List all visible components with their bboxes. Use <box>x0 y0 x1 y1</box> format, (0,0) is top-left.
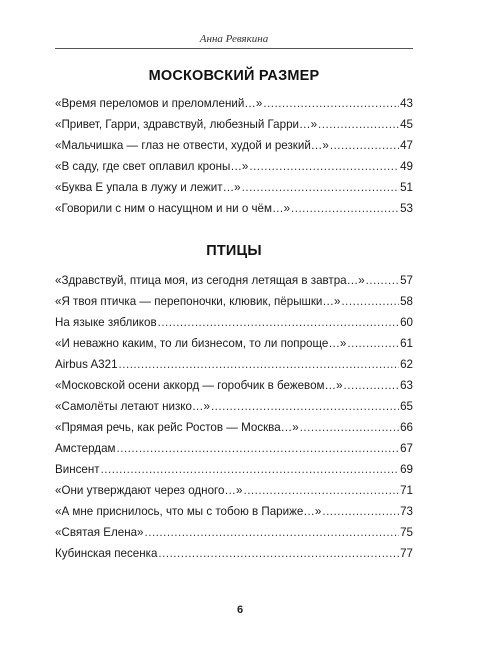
toc-dot-leader <box>145 522 400 543</box>
toc-entry-title: «Говорили с ним о насущном и ни о чём…» <box>55 202 291 215</box>
toc-entry <box>55 93 413 114</box>
toc-entry <box>55 198 413 219</box>
toc-entry <box>55 396 413 417</box>
toc-list-moscow-size <box>55 93 413 219</box>
toc-entry-page: 53 <box>400 202 413 215</box>
toc-entry-page: 47 <box>400 139 413 152</box>
toc-entry-page: 65 <box>400 400 413 413</box>
toc-dot-leader <box>318 114 399 135</box>
toc-entry <box>55 354 413 375</box>
toc-entry <box>55 135 413 156</box>
toc-entry-page: 62 <box>400 358 413 371</box>
toc-entry <box>55 291 413 312</box>
toc-entry-title: «Здравствуй, птица моя, из сегодня летящая в завтра…» <box>55 274 365 287</box>
running-header-author: Анна Ревякина <box>199 33 269 45</box>
toc-entry-page: 67 <box>400 442 413 455</box>
toc-entry-title: «А мне приснилось, что мы с тобою в Париже…» <box>55 505 322 518</box>
header-rule <box>55 48 413 49</box>
toc-entry-page: 51 <box>400 181 413 194</box>
toc-entry-title: На языке зябликов <box>55 316 157 329</box>
toc-entry <box>55 333 413 354</box>
toc-entry-title: «Привет, Гарри, здравствуй, любезный Гарри…» <box>55 118 318 131</box>
toc-dot-leader <box>101 459 400 480</box>
toc-entry-title: Винсент <box>55 463 100 476</box>
toc-entry-title: «Святая Елена» <box>55 526 144 539</box>
toc-entry-page: 49 <box>400 160 413 173</box>
toc-entry <box>55 375 413 396</box>
toc-entry-title: «Московской осени аккорд — горобчик в бежевом…» <box>55 379 343 392</box>
toc-entry-page: 57 <box>400 274 413 287</box>
toc-dot-leader <box>322 501 399 522</box>
toc-entry-title: «Я твоя птичка — перепоночки, клювик, пёрышки…» <box>55 295 341 308</box>
toc-entry-page: 61 <box>400 337 413 350</box>
toc-entry-page: 77 <box>400 547 413 560</box>
toc-dot-leader <box>347 333 399 354</box>
toc-entry <box>55 543 413 564</box>
toc-entry-page: 71 <box>400 484 413 497</box>
toc-entry <box>55 480 413 501</box>
toc-entry <box>55 114 413 135</box>
toc-entry-page: 73 <box>400 505 413 518</box>
toc-dot-leader <box>300 417 399 438</box>
toc-dot-leader <box>330 135 399 156</box>
toc-dot-leader <box>366 270 399 291</box>
toc-list-birds <box>55 270 413 564</box>
toc-dot-leader <box>243 480 399 501</box>
toc-entry <box>55 156 413 177</box>
toc-entry-page: 66 <box>400 421 413 434</box>
toc-entry <box>55 312 413 333</box>
toc-dot-leader <box>344 375 400 396</box>
toc-dot-leader <box>117 438 400 459</box>
toc-entry-title: «Мальчишка — глаз не отвести, худой и резкий…» <box>55 139 329 152</box>
toc-entry-title: «И неважно каким, то ли бизнесом, то ли попроще…» <box>55 337 347 350</box>
toc-entry <box>55 417 413 438</box>
toc-entry <box>55 438 413 459</box>
section-title-birds: ПТИЦЫ <box>206 243 262 259</box>
toc-entry-title: «Время переломов и преломлений…» <box>55 97 263 110</box>
toc-entry-page: 58 <box>400 295 413 308</box>
toc-dot-leader <box>158 543 399 564</box>
toc-entry-title: «Буква Е упала в лужу и лежит…» <box>55 181 241 194</box>
toc-entry-page: 63 <box>400 379 413 392</box>
toc-dot-leader <box>249 156 399 177</box>
page-number: 6 <box>236 604 244 616</box>
toc-dot-leader <box>291 198 399 219</box>
toc-dot-leader <box>158 312 399 333</box>
toc-dot-leader <box>211 396 399 417</box>
toc-entry-page: 45 <box>400 118 413 131</box>
toc-entry-title: Амстердам <box>55 442 116 455</box>
toc-entry-title: «В саду, где свет оплавил кроны…» <box>55 160 249 173</box>
toc-dot-leader <box>119 354 400 375</box>
toc-entry <box>55 177 413 198</box>
toc-entry-title: Кубинская песенка <box>55 547 158 560</box>
toc-entry-page: 75 <box>400 526 413 539</box>
toc-dot-leader <box>263 93 399 114</box>
toc-entry <box>55 459 413 480</box>
toc-dot-leader <box>242 177 399 198</box>
toc-entry <box>55 522 413 543</box>
toc-entry <box>55 270 413 291</box>
toc-entry <box>55 501 413 522</box>
toc-entry-page: 43 <box>400 97 413 110</box>
toc-dot-leader <box>341 291 399 312</box>
toc-entry-title: «Прямая речь, как рейс Ростов — Москва…» <box>55 421 299 434</box>
toc-entry-title: «Они утверждают через одного…» <box>55 484 243 497</box>
toc-entry-title: Airbus A321 <box>55 358 118 371</box>
toc-entry-title: «Самолёты летают низко…» <box>55 400 210 413</box>
toc-entry-page: 69 <box>400 463 413 476</box>
toc-entry-page: 60 <box>400 316 413 329</box>
section-title-moscow-size: МОСКОВСКИЙ РАЗМЕР <box>148 68 320 84</box>
